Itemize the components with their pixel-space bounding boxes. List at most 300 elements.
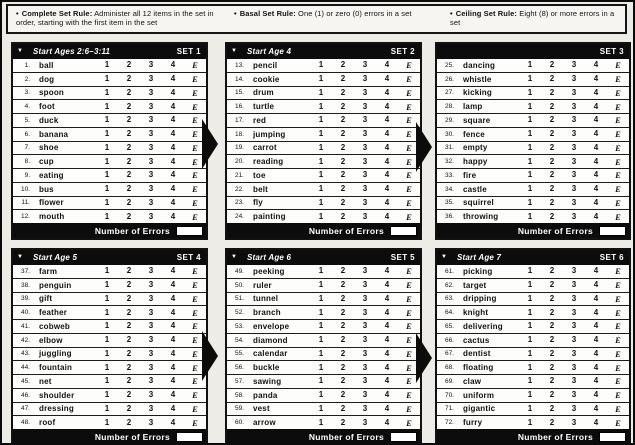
- score-option-E[interactable]: E: [615, 390, 621, 401]
- score-option-E[interactable]: E: [615, 101, 621, 112]
- score-option-E[interactable]: E: [615, 362, 621, 373]
- score-option-1[interactable]: 1: [318, 403, 324, 413]
- score-option-4[interactable]: 4: [384, 129, 390, 139]
- score-option-E[interactable]: E: [406, 266, 412, 277]
- score-option-1[interactable]: 1: [104, 129, 110, 139]
- score-option-1[interactable]: 1: [104, 87, 110, 97]
- score-option-1[interactable]: 1: [104, 417, 110, 427]
- score-option-1[interactable]: 1: [527, 335, 533, 345]
- score-option-4[interactable]: 4: [593, 142, 599, 152]
- score-option-1[interactable]: 1: [104, 184, 110, 194]
- score-option-4[interactable]: 4: [384, 184, 390, 194]
- score-option-2[interactable]: 2: [126, 87, 132, 97]
- score-option-2[interactable]: 2: [549, 211, 555, 221]
- score-option-2[interactable]: 2: [549, 280, 555, 290]
- score-option-3[interactable]: 3: [571, 376, 577, 386]
- score-option-4[interactable]: 4: [170, 87, 176, 97]
- score-option-E[interactable]: E: [192, 417, 198, 428]
- score-option-3[interactable]: 3: [148, 266, 154, 276]
- score-option-1[interactable]: 1: [104, 60, 110, 70]
- score-option-4[interactable]: 4: [593, 156, 599, 166]
- score-option-4[interactable]: 4: [593, 307, 599, 317]
- score-option-2[interactable]: 2: [549, 129, 555, 139]
- score-option-E[interactable]: E: [615, 307, 621, 318]
- score-option-1[interactable]: 1: [527, 74, 533, 84]
- score-option-4[interactable]: 4: [593, 87, 599, 97]
- score-option-4[interactable]: 4: [593, 60, 599, 70]
- score-option-2[interactable]: 2: [126, 376, 132, 386]
- score-option-1[interactable]: 1: [527, 170, 533, 180]
- score-option-2[interactable]: 2: [126, 156, 132, 166]
- score-option-2[interactable]: 2: [126, 115, 132, 125]
- score-option-E[interactable]: E: [406, 142, 412, 153]
- score-option-2[interactable]: 2: [126, 211, 132, 221]
- score-option-E[interactable]: E: [192, 211, 198, 222]
- score-option-3[interactable]: 3: [148, 87, 154, 97]
- score-option-2[interactable]: 2: [340, 335, 346, 345]
- score-option-3[interactable]: 3: [362, 307, 368, 317]
- score-option-3[interactable]: 3: [362, 417, 368, 427]
- score-option-3[interactable]: 3: [362, 156, 368, 166]
- score-option-1[interactable]: 1: [318, 307, 324, 317]
- score-option-E[interactable]: E: [615, 142, 621, 153]
- score-option-1[interactable]: 1: [318, 197, 324, 207]
- score-option-4[interactable]: 4: [170, 60, 176, 70]
- score-option-2[interactable]: 2: [549, 142, 555, 152]
- score-option-3[interactable]: 3: [571, 184, 577, 194]
- score-option-4[interactable]: 4: [170, 156, 176, 166]
- score-option-2[interactable]: 2: [126, 74, 132, 84]
- score-option-E[interactable]: E: [192, 307, 198, 318]
- score-option-4[interactable]: 4: [384, 115, 390, 125]
- score-option-E[interactable]: E: [406, 417, 412, 428]
- score-option-1[interactable]: 1: [527, 184, 533, 194]
- score-option-2[interactable]: 2: [126, 362, 132, 372]
- score-option-4[interactable]: 4: [384, 362, 390, 372]
- score-option-4[interactable]: 4: [593, 211, 599, 221]
- score-option-3[interactable]: 3: [148, 307, 154, 317]
- score-option-1[interactable]: 1: [104, 101, 110, 111]
- score-option-1[interactable]: 1: [318, 87, 324, 97]
- score-option-3[interactable]: 3: [148, 197, 154, 207]
- score-option-E[interactable]: E: [406, 156, 412, 167]
- score-option-3[interactable]: 3: [571, 348, 577, 358]
- score-option-1[interactable]: 1: [104, 156, 110, 166]
- score-option-3[interactable]: 3: [362, 115, 368, 125]
- score-option-1[interactable]: 1: [104, 403, 110, 413]
- score-option-1[interactable]: 1: [104, 293, 110, 303]
- score-option-2[interactable]: 2: [340, 403, 346, 413]
- score-option-E[interactable]: E: [615, 87, 621, 98]
- score-option-E[interactable]: E: [615, 335, 621, 346]
- score-option-E[interactable]: E: [192, 280, 198, 291]
- score-option-3[interactable]: 3: [148, 362, 154, 372]
- score-option-E[interactable]: E: [406, 376, 412, 387]
- score-option-3[interactable]: 3: [362, 87, 368, 97]
- score-option-4[interactable]: 4: [593, 390, 599, 400]
- score-option-2[interactable]: 2: [126, 60, 132, 70]
- score-option-3[interactable]: 3: [148, 101, 154, 111]
- score-option-3[interactable]: 3: [571, 403, 577, 413]
- score-option-3[interactable]: 3: [148, 293, 154, 303]
- score-option-E[interactable]: E: [615, 417, 621, 428]
- score-option-E[interactable]: E: [615, 348, 621, 359]
- score-option-3[interactable]: 3: [571, 211, 577, 221]
- score-option-2[interactable]: 2: [549, 321, 555, 331]
- score-option-2[interactable]: 2: [340, 87, 346, 97]
- score-option-1[interactable]: 1: [318, 376, 324, 386]
- score-option-E[interactable]: E: [615, 376, 621, 387]
- score-option-1[interactable]: 1: [318, 60, 324, 70]
- score-option-3[interactable]: 3: [571, 266, 577, 276]
- score-option-3[interactable]: 3: [571, 417, 577, 427]
- score-option-2[interactable]: 2: [126, 348, 132, 358]
- score-option-E[interactable]: E: [406, 115, 412, 126]
- score-option-E[interactable]: E: [406, 129, 412, 140]
- score-option-E[interactable]: E: [406, 101, 412, 112]
- score-option-1[interactable]: 1: [527, 280, 533, 290]
- score-option-1[interactable]: 1: [104, 321, 110, 331]
- score-option-3[interactable]: 3: [148, 403, 154, 413]
- score-option-1[interactable]: 1: [318, 417, 324, 427]
- score-option-2[interactable]: 2: [549, 60, 555, 70]
- score-option-1[interactable]: 1: [527, 60, 533, 70]
- score-option-2[interactable]: 2: [549, 184, 555, 194]
- score-option-2[interactable]: 2: [340, 417, 346, 427]
- score-option-2[interactable]: 2: [549, 307, 555, 317]
- score-option-1[interactable]: 1: [527, 417, 533, 427]
- score-option-4[interactable]: 4: [593, 184, 599, 194]
- score-option-E[interactable]: E: [192, 403, 198, 414]
- score-option-3[interactable]: 3: [148, 129, 154, 139]
- score-option-E[interactable]: E: [192, 390, 198, 401]
- score-option-3[interactable]: 3: [362, 170, 368, 180]
- score-option-1[interactable]: 1: [104, 362, 110, 372]
- score-option-4[interactable]: 4: [384, 197, 390, 207]
- score-option-3[interactable]: 3: [148, 184, 154, 194]
- score-option-E[interactable]: E: [192, 184, 198, 195]
- score-option-2[interactable]: 2: [549, 87, 555, 97]
- score-option-2[interactable]: 2: [340, 156, 346, 166]
- score-option-4[interactable]: 4: [593, 362, 599, 372]
- score-option-4[interactable]: 4: [384, 74, 390, 84]
- score-option-E[interactable]: E: [615, 115, 621, 126]
- score-option-1[interactable]: 1: [318, 184, 324, 194]
- score-option-1[interactable]: 1: [527, 115, 533, 125]
- score-option-3[interactable]: 3: [362, 266, 368, 276]
- score-option-3[interactable]: 3: [148, 348, 154, 358]
- score-option-3[interactable]: 3: [148, 156, 154, 166]
- score-option-3[interactable]: 3: [362, 335, 368, 345]
- score-option-1[interactable]: 1: [318, 266, 324, 276]
- score-option-4[interactable]: 4: [593, 74, 599, 84]
- score-option-2[interactable]: 2: [126, 170, 132, 180]
- score-option-3[interactable]: 3: [362, 362, 368, 372]
- score-option-3[interactable]: 3: [148, 74, 154, 84]
- score-option-E[interactable]: E: [406, 321, 412, 332]
- score-option-E[interactable]: E: [615, 266, 621, 277]
- score-option-2[interactable]: 2: [549, 376, 555, 386]
- score-option-2[interactable]: 2: [126, 417, 132, 427]
- score-option-4[interactable]: 4: [170, 101, 176, 111]
- score-option-3[interactable]: 3: [571, 142, 577, 152]
- score-option-E[interactable]: E: [406, 293, 412, 304]
- score-option-E[interactable]: E: [406, 60, 412, 71]
- score-option-2[interactable]: 2: [340, 115, 346, 125]
- score-option-4[interactable]: 4: [384, 417, 390, 427]
- score-option-2[interactable]: 2: [549, 266, 555, 276]
- score-option-3[interactable]: 3: [148, 60, 154, 70]
- score-option-3[interactable]: 3: [362, 129, 368, 139]
- score-option-3[interactable]: 3: [362, 60, 368, 70]
- score-option-2[interactable]: 2: [340, 60, 346, 70]
- score-option-2[interactable]: 2: [340, 170, 346, 180]
- score-option-4[interactable]: 4: [384, 335, 390, 345]
- score-option-2[interactable]: 2: [549, 403, 555, 413]
- score-option-1[interactable]: 1: [318, 280, 324, 290]
- score-option-3[interactable]: 3: [148, 170, 154, 180]
- score-option-4[interactable]: 4: [384, 156, 390, 166]
- score-option-2[interactable]: 2: [549, 170, 555, 180]
- score-option-1[interactable]: 1: [527, 293, 533, 303]
- score-option-3[interactable]: 3: [571, 293, 577, 303]
- score-option-E[interactable]: E: [615, 170, 621, 181]
- score-option-1[interactable]: 1: [527, 129, 533, 139]
- score-option-1[interactable]: 1: [527, 362, 533, 372]
- score-option-1[interactable]: 1: [527, 142, 533, 152]
- score-option-4[interactable]: 4: [384, 170, 390, 180]
- score-option-1[interactable]: 1: [318, 142, 324, 152]
- score-option-4[interactable]: 4: [170, 115, 176, 125]
- score-option-2[interactable]: 2: [126, 266, 132, 276]
- score-option-3[interactable]: 3: [571, 129, 577, 139]
- score-option-1[interactable]: 1: [104, 390, 110, 400]
- score-option-2[interactable]: 2: [126, 403, 132, 413]
- score-option-1[interactable]: 1: [527, 266, 533, 276]
- score-option-3[interactable]: 3: [571, 321, 577, 331]
- score-option-E[interactable]: E: [615, 74, 621, 85]
- score-option-3[interactable]: 3: [571, 60, 577, 70]
- score-option-E[interactable]: E: [192, 266, 198, 277]
- score-option-2[interactable]: 2: [340, 266, 346, 276]
- score-option-E[interactable]: E: [406, 390, 412, 401]
- score-option-2[interactable]: 2: [126, 129, 132, 139]
- score-option-1[interactable]: 1: [318, 390, 324, 400]
- score-option-4[interactable]: 4: [170, 170, 176, 180]
- score-option-3[interactable]: 3: [362, 390, 368, 400]
- score-option-4[interactable]: 4: [170, 142, 176, 152]
- score-option-1[interactable]: 1: [104, 376, 110, 386]
- score-option-4[interactable]: 4: [593, 376, 599, 386]
- score-option-1[interactable]: 1: [318, 129, 324, 139]
- score-option-3[interactable]: 3: [148, 376, 154, 386]
- score-option-1[interactable]: 1: [318, 335, 324, 345]
- score-option-4[interactable]: 4: [170, 335, 176, 345]
- score-option-4[interactable]: 4: [170, 348, 176, 358]
- score-option-1[interactable]: 1: [318, 156, 324, 166]
- score-option-3[interactable]: 3: [571, 101, 577, 111]
- score-option-1[interactable]: 1: [318, 362, 324, 372]
- score-option-2[interactable]: 2: [549, 101, 555, 111]
- score-option-4[interactable]: 4: [384, 307, 390, 317]
- score-option-4[interactable]: 4: [170, 197, 176, 207]
- score-option-E[interactable]: E: [406, 87, 412, 98]
- score-option-1[interactable]: 1: [104, 211, 110, 221]
- score-option-E[interactable]: E: [406, 280, 412, 291]
- score-option-2[interactable]: 2: [340, 293, 346, 303]
- score-option-4[interactable]: 4: [384, 376, 390, 386]
- score-option-4[interactable]: 4: [170, 211, 176, 221]
- score-option-2[interactable]: 2: [340, 101, 346, 111]
- score-option-E[interactable]: E: [615, 211, 621, 222]
- score-option-2[interactable]: 2: [126, 101, 132, 111]
- score-option-3[interactable]: 3: [362, 197, 368, 207]
- score-option-1[interactable]: 1: [318, 74, 324, 84]
- score-option-E[interactable]: E: [406, 348, 412, 359]
- score-option-E[interactable]: E: [192, 115, 198, 126]
- score-option-E[interactable]: E: [406, 197, 412, 208]
- number-of-errors-box[interactable]: [176, 432, 203, 442]
- score-option-E[interactable]: E: [192, 129, 198, 140]
- score-option-E[interactable]: E: [192, 293, 198, 304]
- score-option-3[interactable]: 3: [362, 211, 368, 221]
- score-option-E[interactable]: E: [192, 87, 198, 98]
- score-option-E[interactable]: E: [192, 156, 198, 167]
- score-option-4[interactable]: 4: [384, 142, 390, 152]
- score-option-4[interactable]: 4: [593, 197, 599, 207]
- score-option-4[interactable]: 4: [170, 307, 176, 317]
- score-option-2[interactable]: 2: [340, 129, 346, 139]
- score-option-3[interactable]: 3: [362, 101, 368, 111]
- score-option-1[interactable]: 1: [318, 348, 324, 358]
- score-option-1[interactable]: 1: [318, 321, 324, 331]
- score-option-3[interactable]: 3: [148, 115, 154, 125]
- score-option-4[interactable]: 4: [170, 266, 176, 276]
- score-option-3[interactable]: 3: [148, 321, 154, 331]
- score-option-1[interactable]: 1: [527, 348, 533, 358]
- score-option-1[interactable]: 1: [104, 197, 110, 207]
- score-option-4[interactable]: 4: [593, 417, 599, 427]
- score-option-4[interactable]: 4: [593, 101, 599, 111]
- score-option-3[interactable]: 3: [362, 142, 368, 152]
- score-option-3[interactable]: 3: [362, 321, 368, 331]
- score-option-4[interactable]: 4: [593, 321, 599, 331]
- score-option-4[interactable]: 4: [170, 362, 176, 372]
- score-option-3[interactable]: 3: [148, 390, 154, 400]
- score-option-4[interactable]: 4: [593, 280, 599, 290]
- score-option-3[interactable]: 3: [148, 280, 154, 290]
- score-option-2[interactable]: 2: [126, 390, 132, 400]
- score-option-2[interactable]: 2: [126, 321, 132, 331]
- score-option-E[interactable]: E: [192, 348, 198, 359]
- score-option-4[interactable]: 4: [384, 321, 390, 331]
- score-option-4[interactable]: 4: [170, 129, 176, 139]
- score-option-3[interactable]: 3: [362, 348, 368, 358]
- score-option-2[interactable]: 2: [549, 417, 555, 427]
- score-option-4[interactable]: 4: [170, 321, 176, 331]
- score-option-4[interactable]: 4: [384, 403, 390, 413]
- score-option-2[interactable]: 2: [340, 362, 346, 372]
- score-option-4[interactable]: 4: [593, 293, 599, 303]
- score-option-4[interactable]: 4: [170, 293, 176, 303]
- score-option-1[interactable]: 1: [527, 211, 533, 221]
- score-option-3[interactable]: 3: [148, 335, 154, 345]
- score-option-E[interactable]: E: [406, 335, 412, 346]
- score-option-2[interactable]: 2: [549, 335, 555, 345]
- score-option-E[interactable]: E: [615, 280, 621, 291]
- score-option-3[interactable]: 3: [571, 74, 577, 84]
- score-option-3[interactable]: 3: [571, 87, 577, 97]
- score-option-3[interactable]: 3: [362, 293, 368, 303]
- score-option-2[interactable]: 2: [340, 321, 346, 331]
- score-option-2[interactable]: 2: [549, 115, 555, 125]
- score-option-2[interactable]: 2: [549, 197, 555, 207]
- score-option-E[interactable]: E: [615, 293, 621, 304]
- score-option-1[interactable]: 1: [104, 115, 110, 125]
- score-option-1[interactable]: 1: [104, 280, 110, 290]
- score-option-4[interactable]: 4: [384, 293, 390, 303]
- score-option-4[interactable]: 4: [170, 376, 176, 386]
- score-option-1[interactable]: 1: [104, 348, 110, 358]
- score-option-4[interactable]: 4: [593, 115, 599, 125]
- score-option-3[interactable]: 3: [148, 417, 154, 427]
- score-option-1[interactable]: 1: [104, 142, 110, 152]
- score-option-E[interactable]: E: [406, 403, 412, 414]
- score-option-2[interactable]: 2: [549, 362, 555, 372]
- score-option-E[interactable]: E: [615, 197, 621, 208]
- score-option-3[interactable]: 3: [362, 376, 368, 386]
- score-option-4[interactable]: 4: [384, 266, 390, 276]
- score-option-3[interactable]: 3: [571, 115, 577, 125]
- score-option-4[interactable]: 4: [384, 390, 390, 400]
- score-option-3[interactable]: 3: [362, 403, 368, 413]
- score-option-E[interactable]: E: [615, 184, 621, 195]
- score-option-4[interactable]: 4: [170, 184, 176, 194]
- score-option-2[interactable]: 2: [126, 280, 132, 290]
- score-option-1[interactable]: 1: [527, 101, 533, 111]
- score-option-3[interactable]: 3: [571, 197, 577, 207]
- score-option-2[interactable]: 2: [126, 197, 132, 207]
- score-option-3[interactable]: 3: [571, 362, 577, 372]
- score-option-4[interactable]: 4: [170, 417, 176, 427]
- score-option-E[interactable]: E: [406, 170, 412, 181]
- score-option-1[interactable]: 1: [527, 307, 533, 317]
- score-option-3[interactable]: 3: [148, 142, 154, 152]
- score-option-3[interactable]: 3: [571, 280, 577, 290]
- score-option-E[interactable]: E: [192, 335, 198, 346]
- number-of-errors-box[interactable]: [390, 226, 417, 236]
- score-option-1[interactable]: 1: [318, 293, 324, 303]
- score-option-1[interactable]: 1: [527, 87, 533, 97]
- score-option-1[interactable]: 1: [104, 170, 110, 180]
- score-option-E[interactable]: E: [192, 197, 198, 208]
- score-option-4[interactable]: 4: [384, 101, 390, 111]
- score-option-2[interactable]: 2: [549, 390, 555, 400]
- score-option-4[interactable]: 4: [384, 87, 390, 97]
- score-option-E[interactable]: E: [192, 376, 198, 387]
- score-option-1[interactable]: 1: [527, 156, 533, 166]
- score-option-E[interactable]: E: [615, 129, 621, 140]
- score-option-4[interactable]: 4: [170, 280, 176, 290]
- score-option-1[interactable]: 1: [527, 403, 533, 413]
- score-option-2[interactable]: 2: [340, 74, 346, 84]
- score-option-2[interactable]: 2: [340, 390, 346, 400]
- score-option-E[interactable]: E: [615, 60, 621, 71]
- score-option-2[interactable]: 2: [340, 280, 346, 290]
- score-option-E[interactable]: E: [192, 60, 198, 71]
- score-option-2[interactable]: 2: [340, 307, 346, 317]
- score-option-E[interactable]: E: [406, 211, 412, 222]
